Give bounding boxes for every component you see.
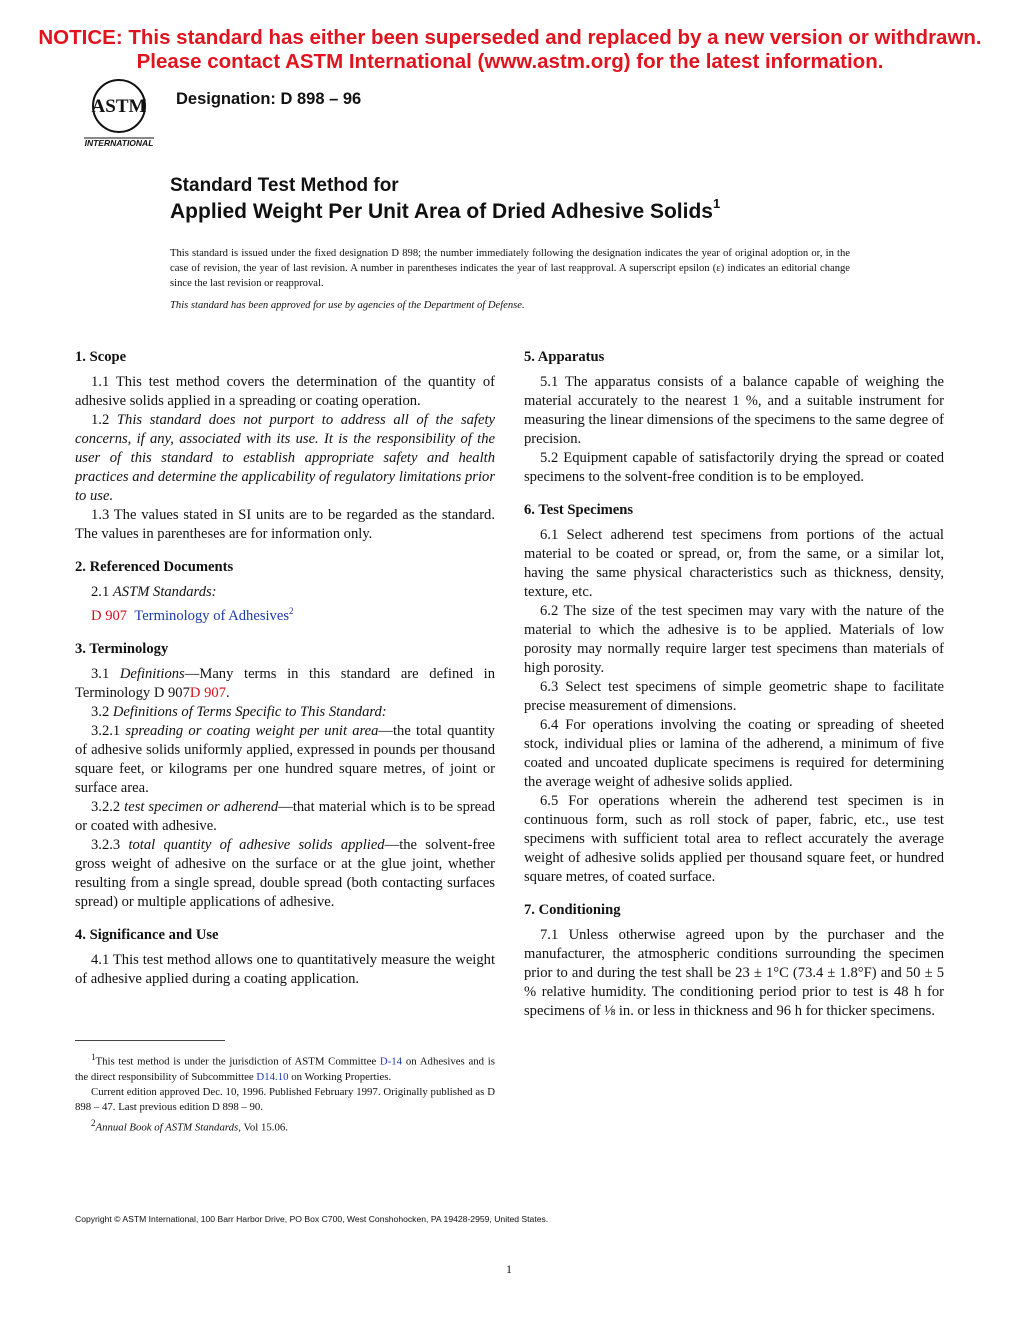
paragraph: 1.1 This test method covers the determination of the quantity of adhesive solids applied in a spreading or coating operation. xyxy=(75,374,495,409)
superseded-notice xyxy=(0,26,1020,74)
paragraph: 5.2 Equipment capable of satisfactorily drying the spread or coated specimens to the solvent-free condition is to be employed. xyxy=(524,450,944,485)
paragraph: 7.1 Unless otherwise agreed upon by the purchaser and the manufacturer, the atmospheric conditions surrounding the specimen prior to and during the test shall be 23 ± 1°C (73.4 ± 1.8°F) and 50 ± 5 % relative humidity. The conditioning period prior to test is 48 h for specimens of ⅛ in. or less in thickness and 96 h for thicker specimens. xyxy=(524,927,944,1019)
reference-entry[interactable] xyxy=(75,602,495,626)
title-text: Applied Weight Per Unit Area of Dried Adhesive Solids xyxy=(170,200,713,223)
footnote-1-edition: Current edition approved Dec. 10, 1996. Published February 1997. Originally published as D 898 – 47. Last previous edition D 898 – 90. xyxy=(75,1086,495,1114)
page-number: 1 xyxy=(506,1262,512,1276)
footnote-2: $^2$Annual Book of ASTM Standards, Vol 15.06. xyxy=(91,1117,288,1134)
paragraph: 3.1 Definitions—Many terms in this standard are defined in Terminology D 907D 907. xyxy=(75,665,496,701)
paragraph: 4.1 This test method allows one to quantitatively measure the weight of adhesive applied during a coating application. xyxy=(75,951,495,987)
terminology-link[interactable]: D 907 xyxy=(189,684,226,701)
notice-line-2: Please contact ASTM International (www.astm.org) for the latest information. xyxy=(136,50,884,73)
paragraph: 5.1 The apparatus consists of a balance capable of weighing the material accurately to the nearest 1 %, and a suitable instrument for measuring the linear dimensions of the specimens to the same degree of precision. xyxy=(524,374,944,447)
title-line-1: Standard Test Method for xyxy=(170,175,399,196)
footnote-divider xyxy=(75,1040,225,1041)
section-heading: 5. Apparatus xyxy=(524,349,605,365)
section-heading: 4. Significance and Use xyxy=(75,926,219,943)
section-heading: 3. Terminology xyxy=(75,640,169,657)
paragraph: 6.1 Select adherend test specimens from portions of the actual material to be coated or spread, or, from the same, or a similar lot, having the same physical characteristics such as thickness, density, texture, etc. xyxy=(524,527,944,600)
paragraph: 6.5 For operations wherein the adherend test specimen is in continuous form, such as roll stock of paper, fabric, etc., use test specimens with sufficient total area to reflect accurately the average weight of adhesive solids applied per thousand square feet, or hundred square metres, of coated surface. xyxy=(524,793,944,885)
paragraph: 6.3 Select test specimens of simple geometric shape to facilitate precise measurement of dimensions. xyxy=(524,679,944,714)
footnotes xyxy=(75,1050,495,1136)
astm-logo xyxy=(74,76,164,148)
notice-line-1: NOTICE: This standard has either been superseded and replaced by a new version or withdrawn. xyxy=(38,26,982,49)
title-footnote-ref[interactable]: 1 xyxy=(712,196,721,211)
section-heading: 2. Referenced Documents xyxy=(75,559,234,575)
paragraph: 2.1 ASTM Standards: xyxy=(91,584,217,600)
approved-note: This standard has been approved for use by agencies of the Department of Defense. xyxy=(170,300,525,311)
paragraph: 3.2 Definitions of Terms Specific to This Standard: xyxy=(91,703,387,720)
section-heading: 6. Test Specimens xyxy=(524,502,634,518)
paragraph: 6.2 The size of the test specimen may vary with the nature of the material to which the adhesive is to be applied. Materials of low porosity may normally require larger test specimens than materials of high porosity. xyxy=(524,603,944,676)
committee-link[interactable]: D-14 xyxy=(379,1055,403,1068)
designation: Designation: D 898 – 96 xyxy=(176,90,362,108)
logo-subtext: INTERNATIONAL xyxy=(84,138,154,148)
paragraph: 1.2 This standard does not purport to address all of the safety concerns, if any, associated with its use. It is the responsibility of the user of this standard to establish appropriate safety and health practices and determine the applicability of regulatory limitations prior to use. xyxy=(75,412,495,504)
paragraph: 1.3 The values stated in SI units are to be regarded as the standard. The values in parentheses are for information only. xyxy=(75,507,495,542)
section-heading: 7. Conditioning xyxy=(524,902,621,918)
footnote-1: $^1$This test method is under the jurisdiction of ASTM Committee D-14 on Adhesives and is the direct responsibility of Subcommittee D14.10 on Working Properties. xyxy=(75,1052,495,1083)
logo-text: ASTM xyxy=(91,96,147,117)
reference-footnote-ref[interactable]: 2 xyxy=(289,606,294,616)
paragraph: 3.2.3 total quantity of adhesive solids applied—the solvent-free gross weight of adhesive on the surface or at the glue joint, whether resulting from a single spread, double spread (both contacting surfaces spread) or multiple applications of adhesive. xyxy=(75,836,495,910)
paragraph: 3.2.1 spreading or coating weight per unit area—the total quantity of adhesive solids uniformly applied, expressed in pounds per thousand square feet, or kilograms per one hundred square metres, of joint or surface area. xyxy=(75,722,495,796)
paragraph: 3.2.2 test specimen or adherend—that material which is to be spread or coated with adhesive. xyxy=(75,798,495,834)
reference-code[interactable]: D 907 xyxy=(91,607,128,624)
section-heading: 1. Scope xyxy=(75,349,127,365)
subcommittee-link[interactable]: D14.10 xyxy=(256,1070,289,1083)
right-column xyxy=(524,348,944,1021)
issued-note: This standard is issued under the fixed designation D 898; the number immediately following the designation indicates the year of original adoption or, in the case of revision, the year of last revision. A number in parentheses indicates the year of last reapproval. A superscript epsilon (ε) indicates an editorial change since the last revision or reapproval. xyxy=(170,248,850,289)
paragraph: 6.4 For operations involving the coating or spreading of sheeted stock, individual plies or lamina of the adherend, a minimum of five coated and uncoated duplicate specimens is required for determining the average weight of adhesive solids applied. xyxy=(524,717,944,790)
copyright: Copyright © ASTM International, 100 Barr Harbor Drive, PO Box C700, West Conshohocken, PA 19428-2959, United States. xyxy=(75,1214,549,1224)
reference-title[interactable]: Terminology of Adhesives xyxy=(134,607,290,624)
title-line-2 xyxy=(170,198,720,224)
left-column xyxy=(75,348,495,989)
